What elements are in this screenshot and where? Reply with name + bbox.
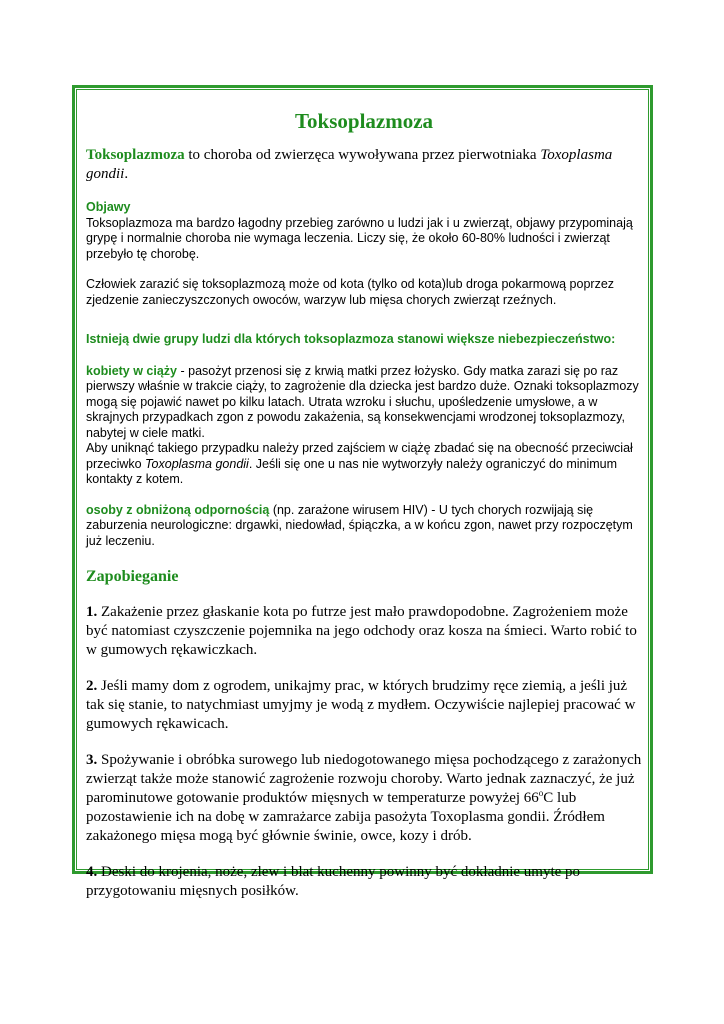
intro-term: Toksoplazmoza [86, 147, 185, 163]
zapobieganie-heading: Zapobieganie [86, 568, 179, 585]
prevention-item-3 [86, 751, 642, 846]
intro-text: to choroba od zwierzęca wywoływana przez pierwotniaka [184, 147, 541, 163]
transmission-text: Człowiek zarazić się toksoplazmozą może od kota (tylko od kota)lub droga pokarmową poprzez zjedzenie zanieczyszczonych owoców, warzyw lub mięsa chorych zwierząt rzeźnych. [86, 277, 615, 307]
item-text-b: C lub pozostawienie ich na dobę w zamrażarce zabija pasożyta Toxoplasma gondii. Źródłem zakażonego mięsa mogą być głównie świnie, owce, kozy i drób. [86, 790, 605, 844]
prevention-item-1 [86, 603, 642, 660]
page-title: Toksoplazmoza [294, 109, 434, 133]
group1-paragraph [86, 364, 642, 442]
group1-label: kobiety w ciąży [86, 363, 178, 378]
item-number: 4. [86, 864, 98, 880]
objawy-heading: Objawy [86, 200, 131, 214]
intro-species: Toxoplasma gondii [86, 147, 613, 182]
group2-text: (np. zarażone wirusem HIV) - U tych chorych rozwijają się zaburzenia neurologiczne: drgawki, niedowład, śpiączka, a w końcu zgon, nawet przy rozpoczętym już leczeniu. [86, 502, 633, 548]
degree-superscript: o [538, 788, 544, 798]
item-number: 3. [86, 752, 98, 768]
item-text: Deski do krojenia, noże, zlew i blat kuchenny powinny być dokładnie umyte po przygotowaniu mięsnych posiłków. [86, 864, 581, 899]
group1-paragraph-2 [86, 441, 642, 488]
group1-text2-a: Aby uniknąć takiego przypadku należy przed zajściem w ciążę zbadać się na obecność przeciwciał przeciwko [86, 441, 633, 471]
group1-text2-species: Toxoplasma gondii [145, 456, 249, 471]
document-body [86, 108, 642, 901]
item-number: 2. [86, 678, 98, 694]
intro-end: . [124, 166, 129, 182]
prevention-item-2 [86, 677, 642, 734]
group1-text2-b: . Jeśli się one u nas nie wytworzyły należy ograniczyć do minimum kontakty z kotem. [86, 456, 618, 486]
group1-text: - pasożyt przenosi się z krwią matki przez łożysko. Gdy matka zarazi się po raz pierwszy właśnie w trakcie ciąży, to zagrożenie dla dziecka jest bardzo duże. Oznaki toksoplazmozy mogą się pojawić nawet po kilku latach. Utrata wzroku i słuchu, upośledzenie umysłowe, a w skrajnych przypadkach zgon z powodu zakażenia, są konsekwencjami wrodzonej toksoplazmozy, nabytej w ciele matki. [86, 363, 639, 440]
prevention-item-4 [86, 863, 642, 901]
item-text-a: Spożywanie i obróbka surowego lub niedogotowanego mięsa pochodzącego z zarażonych zwierząt także może stanowić zagrożenie rozwoju choroby. Warto jednak zaznaczyć, że już parominutowe gotowanie produktów mięsnych w temperaturze powyżej 66 [86, 752, 642, 806]
group2-paragraph [86, 503, 642, 550]
item-text: Jeśli mamy dom z ogrodem, unikajmy prac, w których brudzimy ręce ziemią, a jeśli już tak się stanie, to natychmiast umyjmy je wodą z mydłem. Oczywiście najlepiej pracować w gumowych rękawicach. [86, 678, 636, 732]
risk-heading: Istnieją dwie grupy ludzi dla których toksoplazmoza stanowi większe niebezpieczeństwo: [86, 332, 616, 346]
item-text: Zakażenie przez głaskanie kota po futrze jest mało prawdopodobne. Zagrożeniem może być natomiast czyszczenie pojemnika na jego odchody oraz kosza na śmieci. Warto robić to w gumowych rękawiczkach. [86, 604, 637, 658]
item-number: 1. [86, 604, 98, 620]
group2-label: osoby z obniżoną odpornością [86, 502, 270, 517]
intro-paragraph [86, 146, 642, 184]
objawy-text: Toksoplazmoza ma bardzo łagodny przebieg zarówno u ludzi jak i u zwierząt, objawy przypominają grypę i normalnie choroba nie wymaga leczenia. Liczy się, że około 60-80% ludności i zwierząt przebyło tę chorobę. [86, 215, 633, 261]
